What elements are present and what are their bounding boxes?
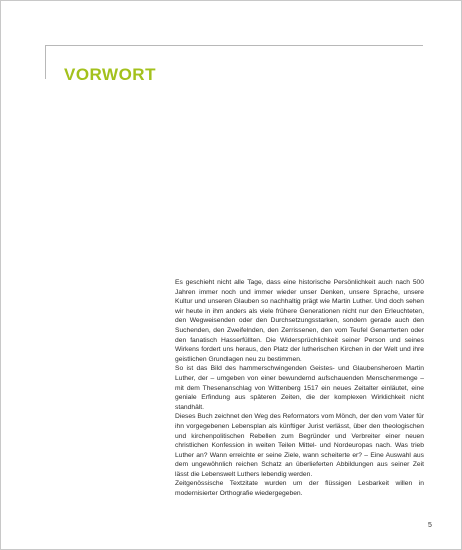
foreword-body [175, 278, 424, 499]
paragraph: Zeitgenössische Textzitate wurden um der flüssigen Lesbarkeit willen in modernisierter Orthografie wiedergegeben. [175, 480, 424, 498]
paragraph: Dieses Buch zeichnet den Weg des Reformators vom Mönch, der den vom Vater für ihn vorgegebenen Lebensplan als künftiger Jurist verlässt, über den theologischen und kirchenpolitischen Rebellen zum Begründer und Verbreiter einer neuen christlichen Konfession in weiten Teilen Mittel- und Nordeuropas nach. Was trieb Luther an? Wann erreichte er seine Ziele, wann scheiterte er? – Eine Auswahl aus dem ungewöhnlich reichen Schatz an überlieferten Abbildungen aus seiner Zeit lässt die Lebenswelt Luthers lebendig werden. [175, 413, 424, 478]
paragraph: Es geschieht nicht alle Tage, dass eine historische Persönlichkeit auch nach 500 Jahren immer noch und immer wieder unser Denken, unsere Sprache, unsere Kultur und unseren Glauben so nachhaltig prägt wie Martin Luther. Und doch sehen wir heute in ihm anders als viele frühere Generationen nicht nur den Erleuchteten, den Wegweisenden oder den Durchsetzungsstarken, sondern gerade auch den Suchenden, den Zweifelnden, den Zerrissenen, den vom Teufel Genarrterten oder den fanatisch Hasserfüllten. Die Widersprüchlichkeit seiner Person und seines Wirkens fordert uns heraus, den Platz der lutherischen Kirchen in der Welt und ihre geistlichen Grundlagen neu zu bestimmen. [175, 279, 424, 363]
corner-rule-horizontal [45, 45, 423, 46]
corner-rule-vertical [45, 45, 46, 79]
chapter-heading: VORWORT [64, 65, 156, 84]
paragraph: So ist das Bild des hammerschwingenden Geistes- und Glaubensheroen Martin Luther, der – umgeben von einer bewundernd aufschauenden Menschenmenge – mit dem Thesenanschlag von Wittenberg 1517 ein neues Zeitalter einläutet, eine geniale Erfindung aus späteren Zeiten, die der komplexen Wirklichkeit nicht standhält. [175, 365, 424, 411]
page-number: 5 [428, 522, 432, 529]
